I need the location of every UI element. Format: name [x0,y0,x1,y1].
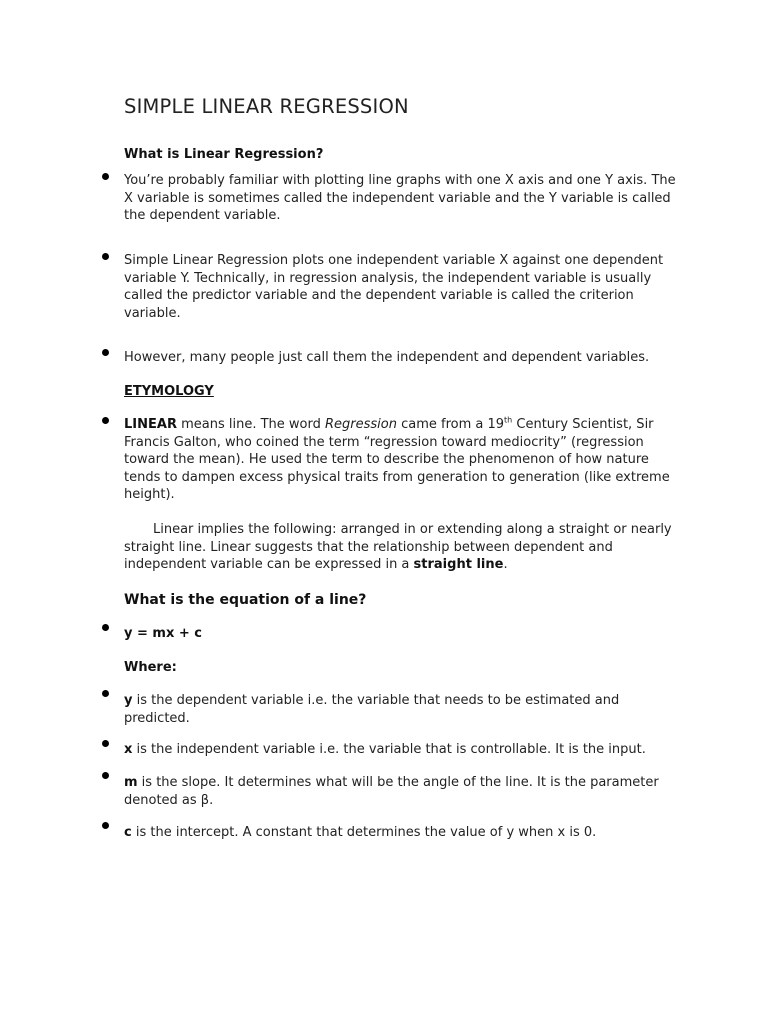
etymology-heading: ETYMOLOGY [124,384,214,399]
paragraph-linear-implies [124,521,684,574]
bullet-dot [102,173,109,180]
bullet-dot [102,349,109,356]
formula-text: y = mx + c [124,626,202,641]
bullet-dot [102,740,109,747]
bullet-dot [102,690,109,697]
linear-bold-term: LINEAR [124,417,177,432]
definition-m-text: is the slope. It determines what will be the angle of the line. It is the parameter denoted as β. [124,775,659,808]
paragraph-independent-dependent: However, many people just call them the independent and dependent variables. [124,350,650,365]
linear-implies-end: . [503,557,508,573]
bullet-dot [102,772,109,779]
bullet-dot [102,822,109,829]
straight-line-bold: straight line [413,557,504,573]
paragraph-xy-axis: You’re probably familiar with plotting line graphs with one X axis and one Y axis. The X variable is sometimes called the independent variable and the Y variable is called the dependent variable. [124,173,676,224]
bullet-dot [102,253,109,260]
definition-x-text: is the independent variable i.e. the variable that is controllable. It is the input. [132,742,646,757]
definition-m [124,774,684,809]
definition-y [124,692,684,727]
section-heading-linear-regression: What is Linear Regression? [124,147,324,162]
where-label: Where: [124,660,177,675]
definition-y-text: is the dependent variable i.e. the variable that needs to be estimated and predicted. [124,693,620,726]
equation-heading: What is the equation of a line? [124,592,367,608]
equation-formula [124,625,684,643]
page-title: SIMPLE LINEAR REGRESSION [124,95,409,118]
etymology-text-b: came from a 19 [396,417,505,432]
bullet-dot [102,624,109,631]
symbol-c: c [124,825,132,840]
symbol-y: y [124,693,133,708]
symbol-m: m [124,775,138,790]
superscript-th: th [504,415,513,425]
etymology-text-a: means line. The word [176,417,325,432]
linear-implies-text: Linear implies the following: arranged in or extending along a straight or nearly straight line. Linear suggests that the relationship between dependent and independent variable can be expressed in a [124,522,672,573]
definition-x [124,741,684,759]
definition-c [124,824,684,842]
symbol-x: x [124,742,133,757]
paragraph-etymology [124,416,684,504]
paragraph-simple-linear-regression: Simple Linear Regression plots one independent variable X against one dependent variable Y. Technically, in regression analysis, the independent variable is usually called the predictor variable and the dependent variable is called the criterion variable. [124,253,664,321]
regression-italic-term: Regression [324,417,397,432]
definition-c-text: is the intercept. A constant that determines the value of y when x is 0. [131,825,597,840]
bullet-dot [102,417,109,424]
etymology-text-c: Century Scientist, Sir Francis Galton, who coined the term “regression toward mediocrity” (regression toward the mean). He used the term to describe the phenomenon of how nature tends to dampen excess physical traits from generation to generation (like extreme height). [124,417,670,503]
